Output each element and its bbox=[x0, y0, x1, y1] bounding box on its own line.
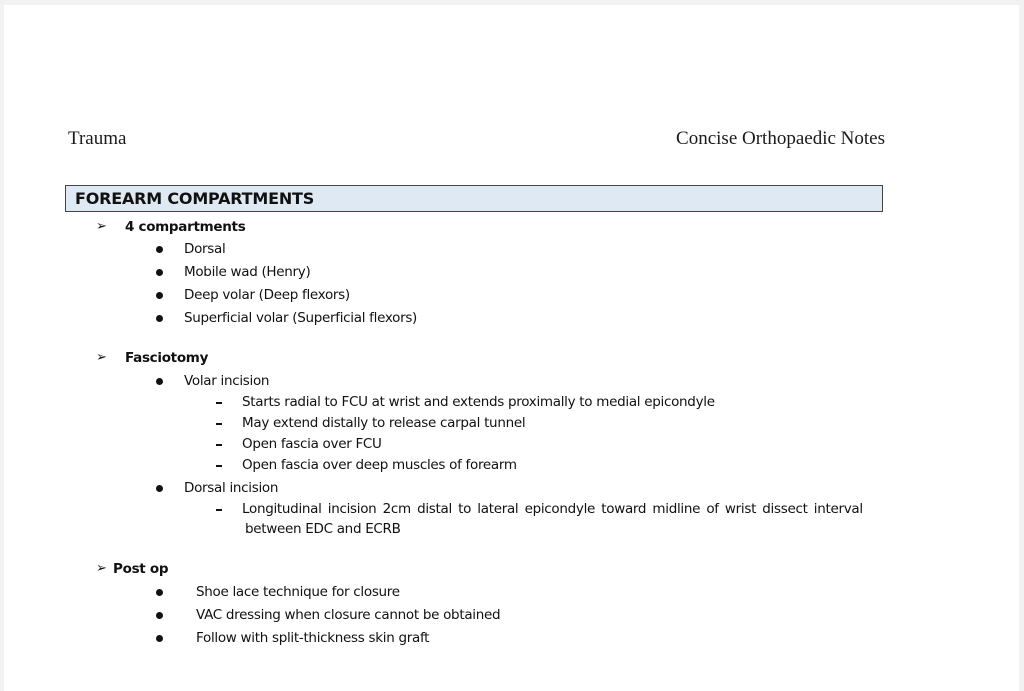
sub-list-item: Longitudinal incision 2cm distal to lateral epicondyle toward midline of wrist dissect interval bbox=[242, 501, 863, 517]
list-item-dorsal-incision: Dorsal incision bbox=[184, 480, 279, 496]
document-page bbox=[4, 5, 1019, 691]
round-bullet-icon bbox=[156, 612, 163, 619]
dash-bullet-icon bbox=[216, 402, 222, 404]
round-bullet-icon bbox=[156, 635, 163, 642]
dash-bullet-icon bbox=[216, 444, 222, 446]
group-label-compartments: 4 compartments bbox=[125, 219, 246, 235]
round-bullet-icon bbox=[156, 378, 163, 385]
dash-bullet-icon bbox=[216, 509, 222, 511]
group-label-fasciotomy: Fasciotomy bbox=[125, 350, 209, 366]
group-label-postop: Post op bbox=[113, 561, 169, 577]
round-bullet-icon bbox=[156, 292, 163, 299]
section-title: FOREARM COMPARTMENTS bbox=[75, 189, 315, 208]
list-item: Shoe lace technique for closure bbox=[196, 584, 400, 600]
sub-list-item-continuation: between EDC and ECRB bbox=[245, 521, 401, 537]
round-bullet-icon bbox=[156, 485, 163, 492]
list-item: VAC dressing when closure cannot be obtained bbox=[196, 607, 501, 623]
header-book-title: Concise Orthopaedic Notes bbox=[676, 128, 885, 149]
sub-list-item: May extend distally to release carpal tunnel bbox=[242, 415, 526, 431]
section-heading-box bbox=[65, 185, 883, 212]
sub-list-item: Open fascia over deep muscles of forearm bbox=[242, 457, 517, 473]
list-item: Deep volar (Deep flexors) bbox=[184, 287, 350, 303]
round-bullet-icon bbox=[156, 315, 163, 322]
arrow-bullet-icon: ➢ bbox=[96, 350, 107, 365]
list-item-volar-incision: Volar incision bbox=[184, 373, 270, 389]
sub-list-item: Open fascia over FCU bbox=[242, 436, 382, 452]
list-item: Mobile wad (Henry) bbox=[184, 264, 311, 280]
dash-bullet-icon bbox=[216, 465, 222, 467]
list-item: Superficial volar (Superficial flexors) bbox=[184, 310, 418, 326]
dash-bullet-icon bbox=[216, 423, 222, 425]
sub-list-item: Starts radial to FCU at wrist and extends proximally to medial epicondyle bbox=[242, 394, 715, 410]
round-bullet-icon bbox=[156, 589, 163, 596]
header-chapter: Trauma bbox=[68, 128, 127, 149]
arrow-bullet-icon: ➢ bbox=[96, 561, 107, 576]
round-bullet-icon bbox=[156, 269, 163, 276]
round-bullet-icon bbox=[156, 246, 163, 253]
arrow-bullet-icon: ➢ bbox=[96, 219, 107, 234]
list-item: Dorsal bbox=[184, 241, 226, 257]
list-item: Follow with split-thickness skin graft bbox=[196, 630, 430, 646]
